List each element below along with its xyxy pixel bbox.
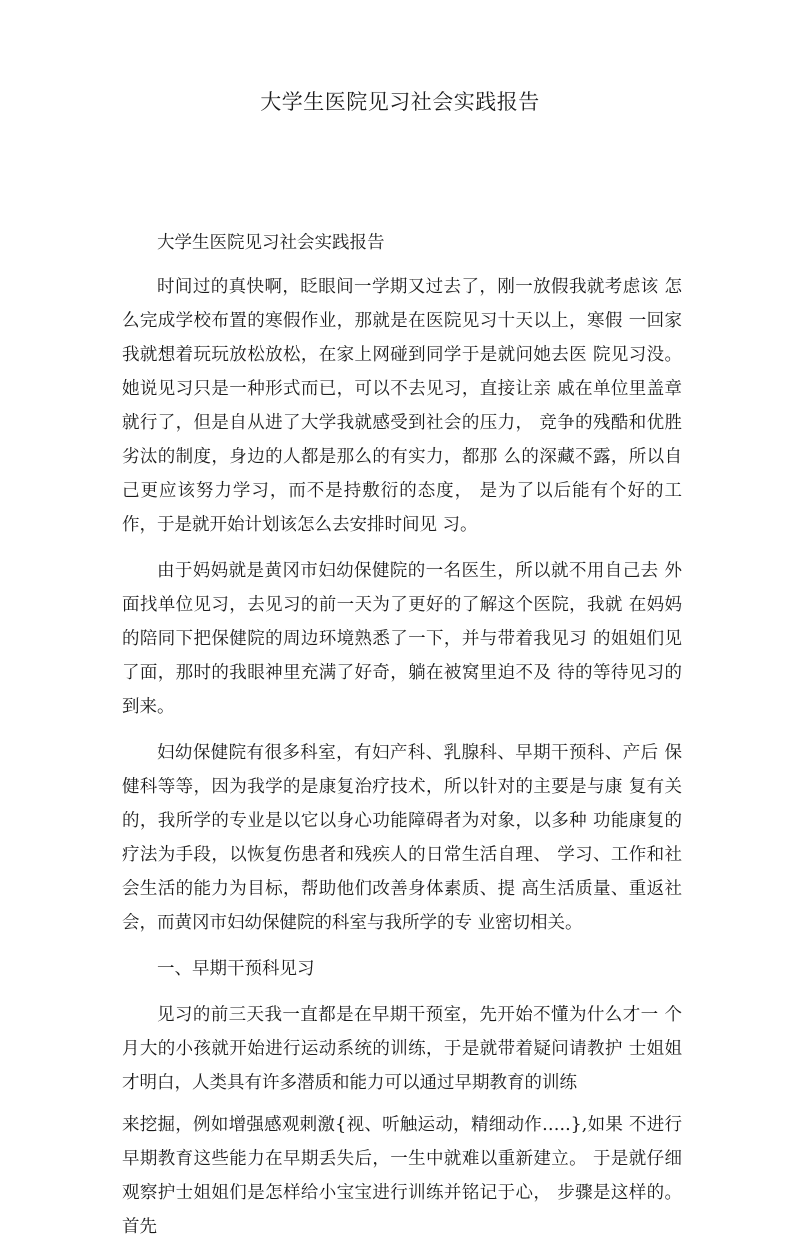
paragraph-departments: 妇幼保健院有很多科室，有妇产科、乳腺科、早期干预科、产后 保健科等等，因为我学的是康复治疗技术，所以针对的主要是与康 复有关的，我所学的专业是以它以身心功能障碍者为对象，以多种 功能康复的疗法为手段，以恢复伤患者和残疾人的日常生活自理、 学习、工作和社会生活的能力为目标，帮助他们改善身体素质、提 高生活质量、重返社会，而黄冈市妇幼保健院的科室与我所学的专 业密切相关。 bbox=[122, 743, 682, 933]
document-subtitle: 大学生医院见习社会实践报告 bbox=[157, 233, 385, 253]
section-heading: 一、早期干预科见习 bbox=[157, 959, 315, 979]
document-body bbox=[122, 226, 682, 1256]
paragraph-hospital: 由于妈妈就是黄冈市妇幼保健院的一名医生，所以就不用自己去 外面找单位见习，去见习的前一天为了更好的了解这个医院，我就 在妈妈的陪同下把保健院的周边环境熟悉了一下，并与带着我见习 的姐姐们见了面，那时的我眼神里充满了好奇，躺在被窝里迫不及 待的等待见习的到来。 bbox=[122, 561, 682, 717]
paragraph-continuation: 来挖掘，例如增强感观刺激{视、听触运动，精细动作…..},如果 不进行早期教育这些能力在早期丢失后，一生中就难以重新建立。 于是就仔细观察护士姐姐们是怎样给小宝宝进行训练并铭记于心， 步骤是这样的。首先 bbox=[122, 1115, 682, 1237]
paragraph-early-intervention: 见习的前三天我一直都是在早期干预室，先开始不懂为什么才一 个月大的小孩就开始进行运动系统的训练，于是就带着疑问请教护 士姐姐才明白，人类具有许多潜质和能力可以通过早期教育的训练 bbox=[122, 1005, 682, 1093]
paragraph-intro: 时间过的真快啊，眨眼间一学期又过去了，刚一放假我就考虑该 怎么完成学校布置的寒假作业，那就是在医院见习十天以上，寒假 一回家我就想着玩玩放松放松，在家上网碰到同学于是就问她去医 院见习没。她说见习只是一种形式而已，可以不去见习，直接让亲 戚在单位里盖章就行了，但是自从进了大学我就感受到社会的压力， 竞争的残酷和优胜劣汰的制度，身边的人都是那么的有实力，都那 么的深藏不露，所以自己更应该努力学习，而不是持敷衍的态度， 是为了以后能有个好的工作，于是就开始计划该怎么去安排时间见 习。 bbox=[122, 277, 682, 535]
document-title: 大学生医院见习社会实践报告 bbox=[260, 90, 540, 114]
